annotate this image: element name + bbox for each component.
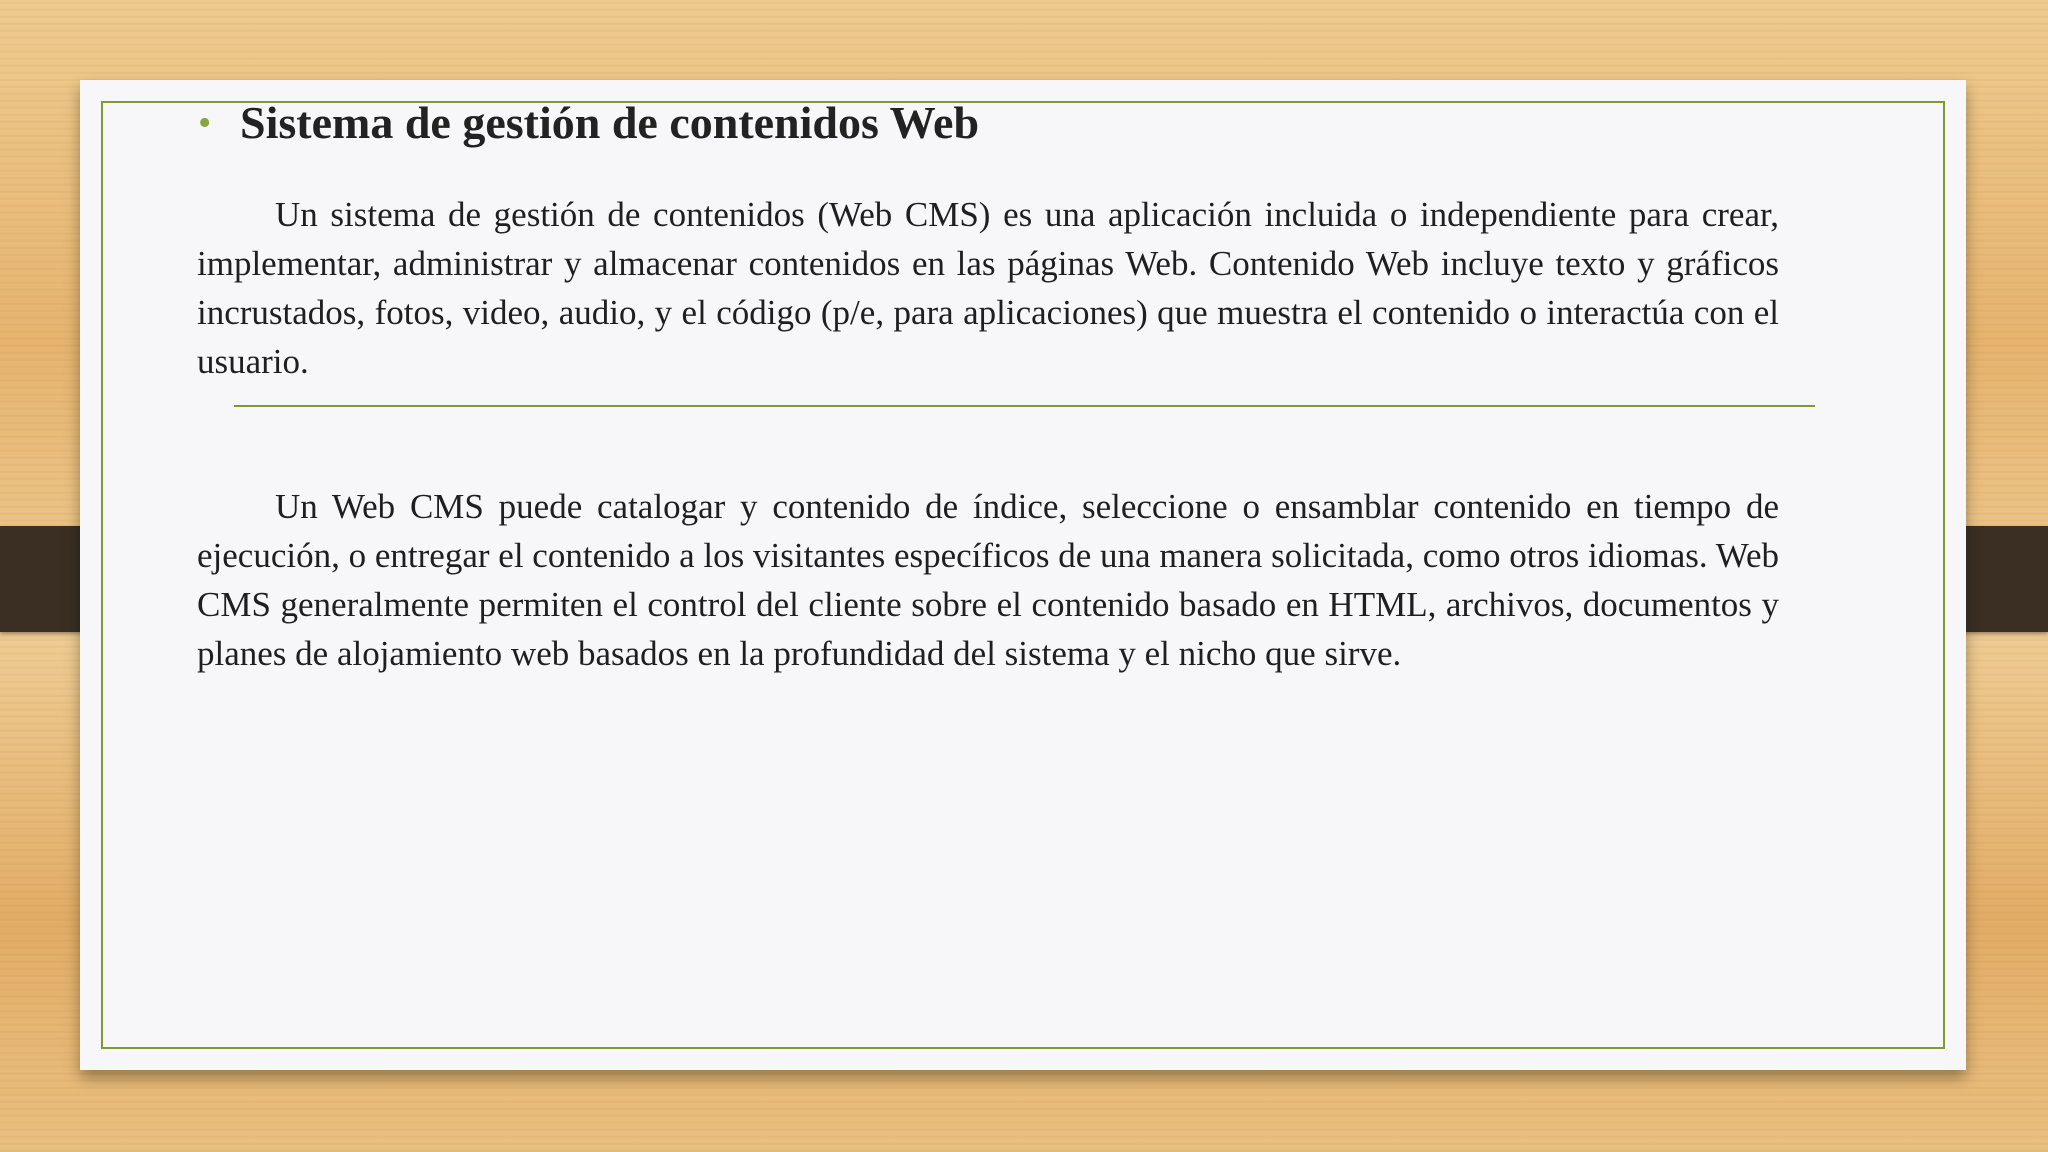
section-divider bbox=[234, 405, 1815, 407]
slide-paper bbox=[80, 80, 1966, 1070]
slide-heading bbox=[198, 96, 979, 149]
paragraph-2: Un Web CMS puede catalogar y contenido de índice, seleccione o ensamblar contenido en tiempo de ejecución, o entregar el contenido a los visitantes específicos de una manera solicitada, como otros idiomas. Web CMS generalmente permiten el control del cliente sobre el contenido basado en HTML, archivos, documentos y planes de alojamiento web basados en la profundidad del sistema y el nicho que sirve. bbox=[197, 487, 1779, 673]
bullet-icon: • bbox=[198, 101, 212, 144]
heading-text: Sistema de gestión de contenidos Web bbox=[240, 97, 980, 148]
paragraph-1: Un sistema de gestión de contenidos (Web CMS) es una aplicación incluida o independiente para crear, implementar, administrar y almacenar contenidos en las páginas Web. Contenido Web incluye texto y gráficos incrustados, fotos, video, audio, y el código (p/e, para aplicaciones) que muestra el contenido o interactúa con el usuario. bbox=[197, 195, 1779, 381]
